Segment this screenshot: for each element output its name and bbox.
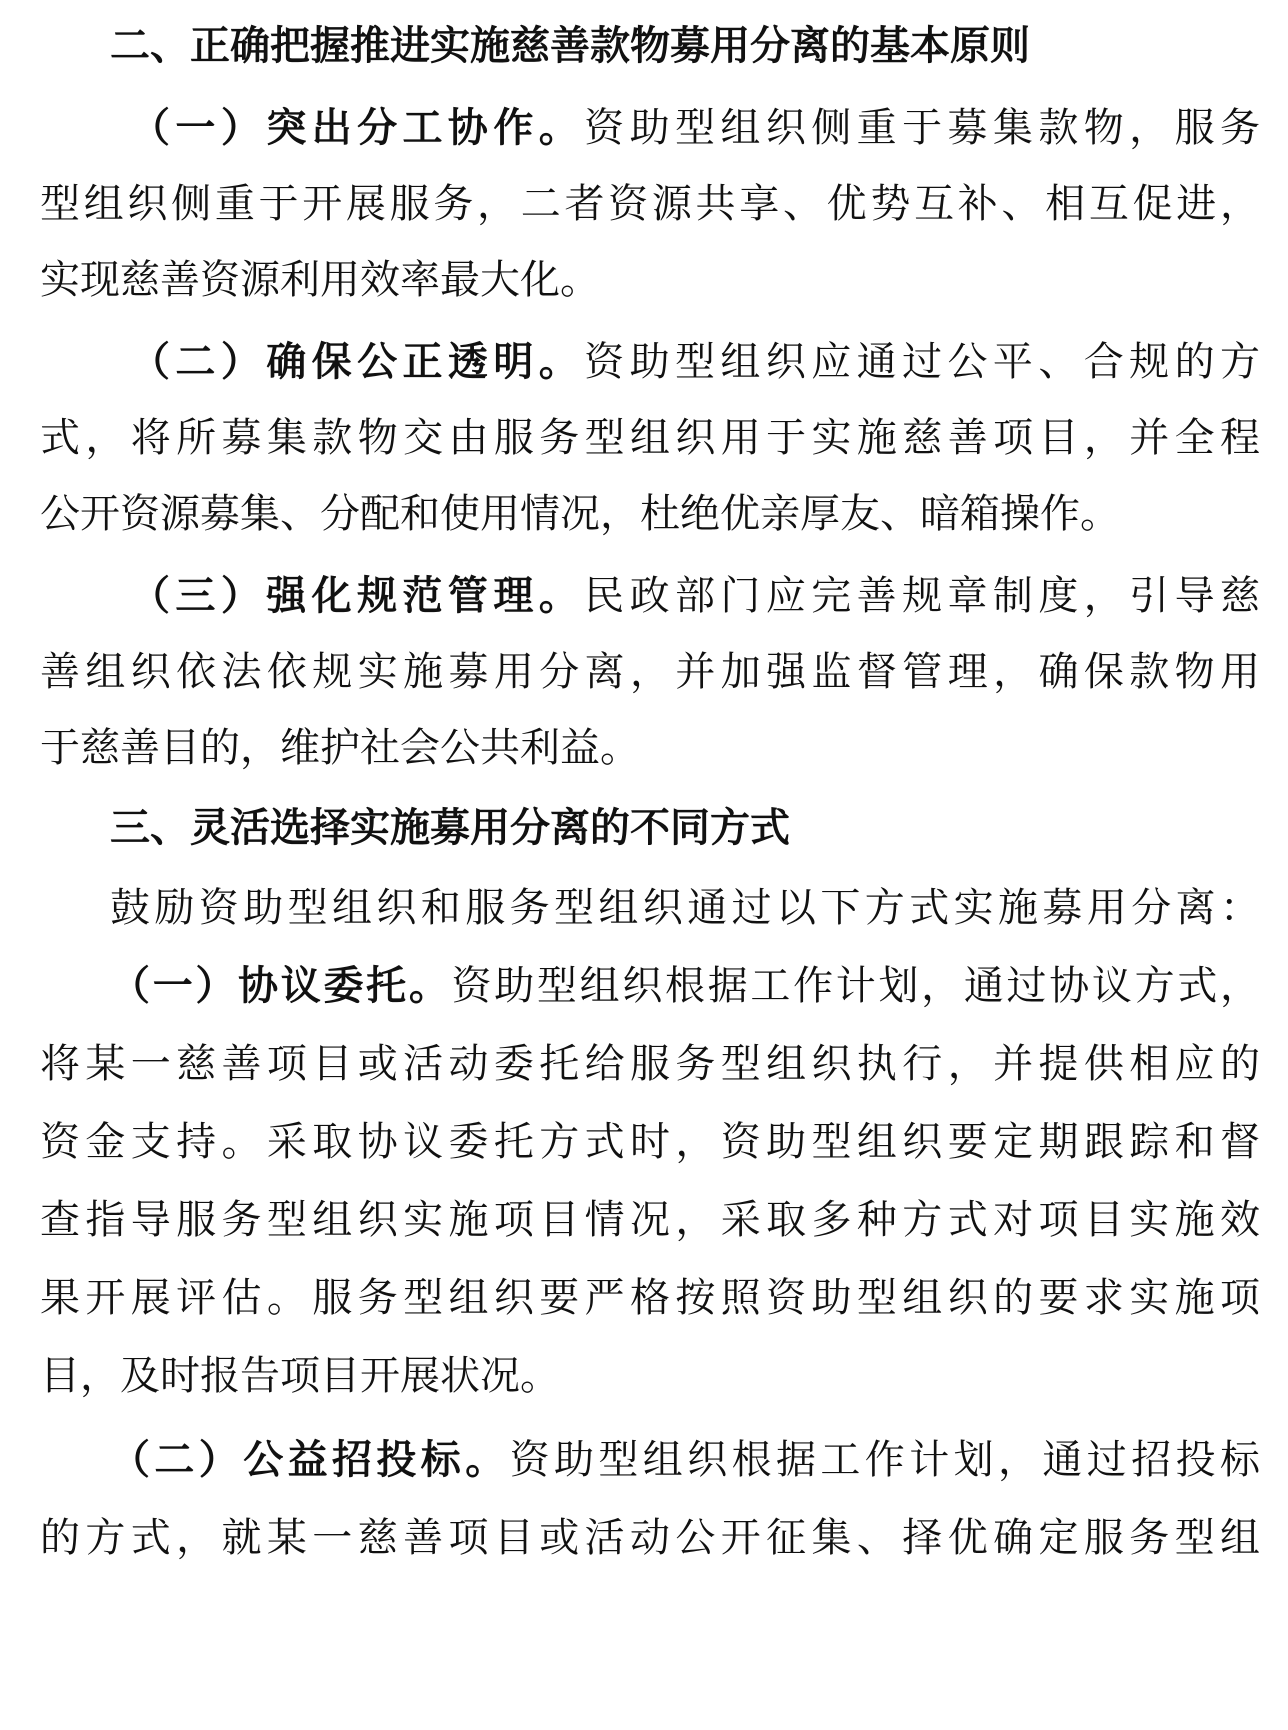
paragraph-3-line-2: 善组织依法依规实施募用分离，并加强监督管理，确保款物用 — [40, 649, 1260, 695]
paragraph-1-text: 资助型组织侧重于募集款物，服务 — [584, 105, 1260, 151]
paragraph-5-line-1 — [40, 1416, 1260, 1504]
paragraph-4-line-6: 目，及时报告项目开展状况。 — [40, 1353, 560, 1399]
paragraph-1-lead: （一）突出分工协作。 — [130, 105, 585, 151]
paragraph-3-lead: （三）强化规范管理。 — [130, 573, 585, 619]
paragraph-4-text: 资助型组织根据工作计划，通过协议方式， — [451, 963, 1260, 1009]
paragraph-3-text: 民政部门应完善规章制度，引导慈 — [584, 573, 1260, 619]
paragraph-4-line-1 — [40, 942, 1260, 1030]
paragraph-2-lead: （二）确保公正透明。 — [130, 339, 585, 385]
paragraph-4-line-4: 查指导服务型组织实施项目情况，采取多种方式对项目实施效 — [40, 1197, 1260, 1243]
section-heading-2: 二、正确把握推进实施慈善款物募用分离的基本原则 — [110, 23, 1030, 69]
section-heading-3: 三、灵活选择实施募用分离的不同方式 — [110, 805, 790, 851]
paragraph-1-line-2: 型组织侧重于开展服务，二者资源共享、优势互补、相互促进， — [40, 181, 1260, 227]
paragraph-3-line-3: 于慈善目的，维护社会公共利益。 — [40, 725, 640, 771]
paragraph-4-lead: （一）协议委托。 — [110, 963, 452, 1009]
paragraph-5-lead: （二）公益招投标。 — [110, 1437, 510, 1483]
paragraph-2-line-3: 公开资源募集、分配和使用情况，杜绝优亲厚友、暗箱操作。 — [40, 491, 1120, 537]
paragraph-4-line-3: 资金支持。采取协议委托方式时，资助型组织要定期跟踪和督 — [40, 1119, 1260, 1165]
paragraph-3-line-1 — [40, 552, 1260, 640]
paragraph-2-text: 资助型组织应通过公平、合规的方 — [584, 339, 1260, 385]
paragraph-5-line-2: 的方式，就某一慈善项目或活动公开征集、择优确定服务型组 — [40, 1515, 1260, 1561]
paragraph-1-line-1 — [40, 84, 1260, 172]
paragraph-4-line-5: 果开展评估。服务型组织要严格按照资助型组织的要求实施项 — [40, 1275, 1260, 1321]
paragraph-5-text: 资助型组织根据工作计划，通过招投标 — [509, 1437, 1260, 1483]
intro-line: 鼓励资助型组织和服务型组织通过以下方式实施募用分离： — [110, 885, 1260, 931]
paragraph-1-line-3: 实现慈善资源利用效率最大化。 — [40, 257, 600, 303]
paragraph-4-line-2: 将某一慈善项目或活动委托给服务型组织执行，并提供相应的 — [40, 1041, 1260, 1087]
paragraph-2-line-2: 式，将所募集款物交由服务型组织用于实施慈善项目，并全程 — [40, 415, 1260, 461]
paragraph-2-line-1 — [40, 318, 1260, 406]
